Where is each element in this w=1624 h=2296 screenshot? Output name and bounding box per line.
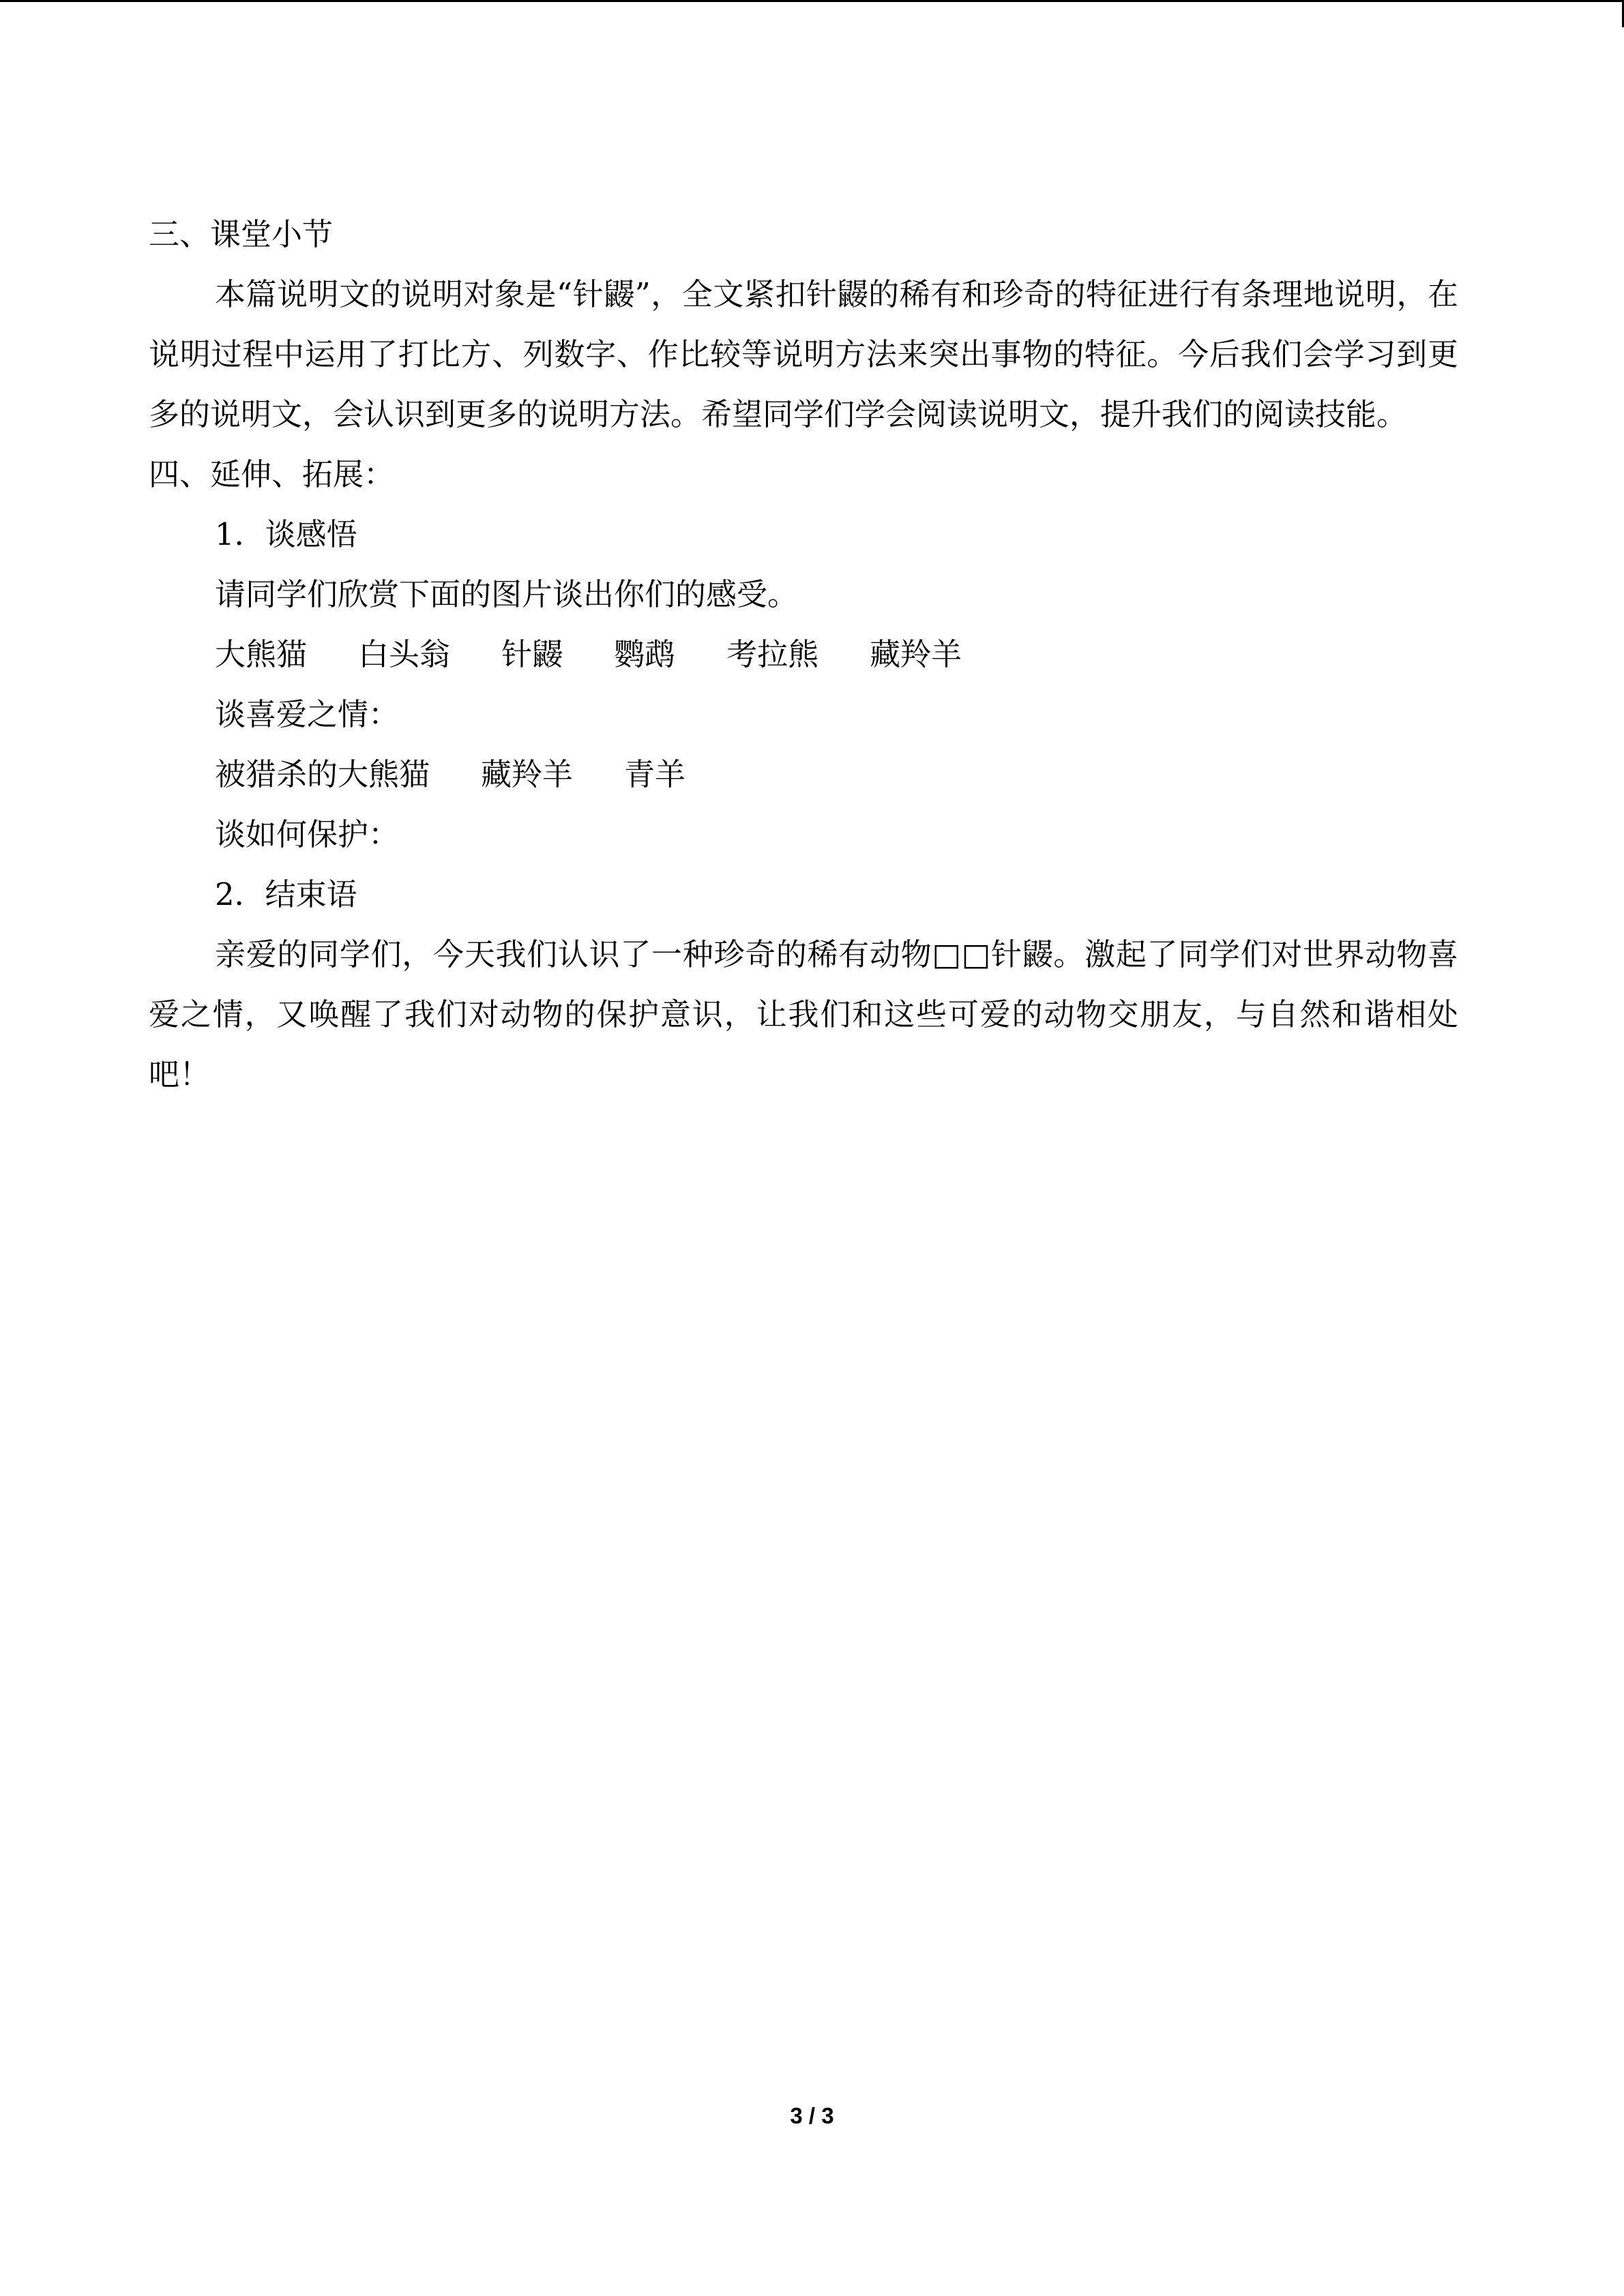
animal-list bbox=[149, 625, 1458, 685]
protect-label: 谈如何保护： bbox=[215, 816, 400, 852]
animal-item: 大熊猫 bbox=[215, 636, 308, 672]
item-1-title: 1．谈感悟 bbox=[215, 516, 357, 552]
endangered-list bbox=[149, 745, 1458, 805]
animal-item: 藏羚羊 bbox=[870, 636, 962, 672]
endangered-item: 被猎杀的大熊猫 bbox=[215, 756, 430, 792]
page-number: 3 / 3 bbox=[790, 2103, 834, 2128]
page-top-border bbox=[0, 0, 1624, 2]
document-body bbox=[149, 205, 1458, 1105]
animal-item: 考拉熊 bbox=[726, 636, 819, 672]
animal-item: 鹦鹉 bbox=[614, 636, 676, 672]
section-4-heading: 四、延伸、拓展： bbox=[149, 456, 395, 492]
section-3-paragraph: 本篇说明文的说明对象是“针鼹”，全文紧扣针鼹的稀有和珍奇的特征进行有条理地说明，在说明过程中运用了打比方、列数字、作比较等说明方法来突出事物的特征。今后我们会学习到更多的说明文，会认识到更多的说明方法。希望同学们学会阅读说明文，提升我们的阅读技能。 bbox=[149, 276, 1458, 432]
item-2-title: 2．结束语 bbox=[215, 876, 357, 912]
endangered-item: 青羊 bbox=[624, 756, 686, 792]
animal-item: 针鼹 bbox=[501, 636, 563, 672]
instruction-text: 请同学们欣赏下面的图片谈出你们的感受。 bbox=[215, 576, 799, 612]
love-label: 谈喜爱之情： bbox=[215, 696, 400, 732]
endangered-item: 藏羚羊 bbox=[481, 756, 574, 792]
section-3-heading: 三、课堂小节 bbox=[149, 216, 334, 252]
animal-item: 白头翁 bbox=[358, 636, 451, 672]
closing-paragraph: 亲爱的同学们，今天我们认识了一种珍奇的稀有动物□□针鼹。激起了同学们对世界动物喜爱之情，又唤醒了我们对动物的保护意识，让我们和这些可爱的动物交朋友，与自然和谐相处吧！ bbox=[149, 936, 1458, 1092]
